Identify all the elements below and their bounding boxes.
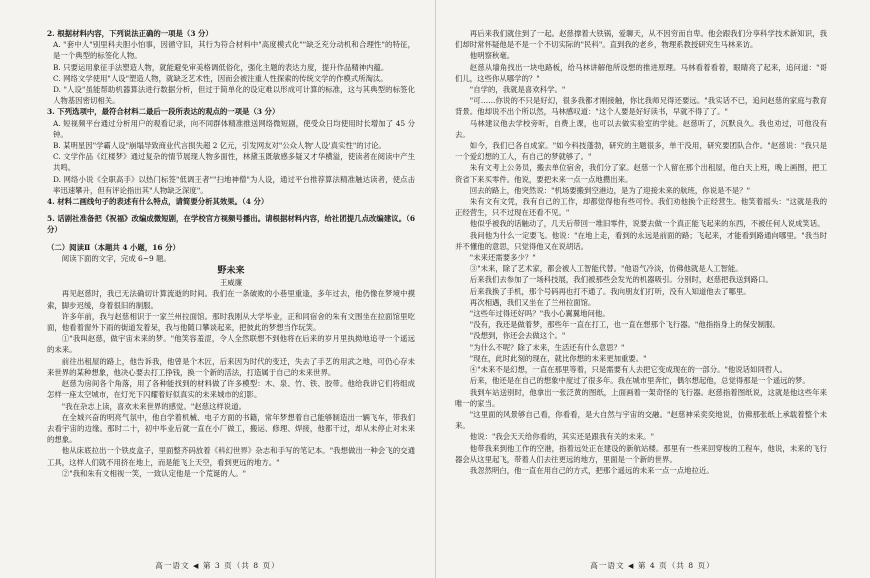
text-line: 4. 材料二画线句子的表述有什么特点，请简要分析其效果。（4 分） [47,197,269,207]
text-line: B. 只要运用象征手法塑造人物，就能避免审美格调低俗化，强化主题的表达力度，提升作品精神内蕴。 [53,62,389,72]
text-line: 后来，他还是在自己的想象中度过了很多年。我在城市里奔忙，偶尔想起他，总觉得那是一个遥远的梦。 [469,376,810,386]
right-footer-page: 第 4 页（共 8 页） [637,561,715,570]
text-line: "这里面的风景够自己看，你看看，是大自然与宇宙的交融。"赵慈神采奕奕地说，仿佛那张纸上承载着整个未来。 [455,409,827,431]
text-line: 后来我换了手机，那个号码再也打不通了。我向朋友们打听，没有人知道他去了哪里。 [469,286,751,296]
text-line: "为什么不呢？除了未来，生活还有什么意思？" [469,342,625,352]
text-line: D. 网络小说《全职高手》以热门标签"低调王者""扫地神僧"为人设，通过平台推荐算法精准触达读者，使点击率迅速攀升，但有评论指出其"人物缺乏深度"。 [53,174,415,195]
text-line: 朱有文有文凭，我有自己的工作，却都觉得他有些可怜。我们劝他换个正经营生。他笑着摇头："这就是我的正经营生，只不过现在还看不见。" [455,197,827,218]
text-line: A. "套中人"别里科夫胆小怕事，因循守旧，其行为符合材料中"高度模式化""缺乏充分动机和合理性"的特征，是一个典型的标签化人物。 [53,40,415,61]
text-line: 前往出租屋的路上，他告诉我，他曾是个木匠，后来因为时代的变迁，失去了手艺的用武之地，可仍心存未来世界的某种想象，他决心要去打工挣钱，换一个新的活法，打造属于自己的未来世界。 [47,356,415,377]
text-line: 他说："我会天天给你看的，其实还是跟我有关的未来。" [469,432,654,442]
text-line: 后来我们去参加了一场科技展，我们被那些会发光的机器吸引。分别时，赵慈把我送到路口。 [469,275,773,285]
text-line: 回去的路上，他突然说："机场要搬到空港边，是为了迎接未来的航班，你说是不是？" [469,185,751,195]
text-line: 赵慈为房间各个角落，用了各种能找到的材料做了许多模型：木、泉、竹、铁、胶带。他给我讲它们将组成怎样一座太空城市，在灯光下闪耀着好似真实的未来城市的幻影。 [47,379,415,400]
right-footer-label: 高一语文 [590,561,625,570]
text-line: 我问他为什么一定要飞。他说："在地上走，看到的永远是前面的路；飞起来，才能看到路通向哪里。"我当时并不懂他的意思，只觉得他又在说胡话。 [455,230,827,251]
text-line: "没想到，你还会去做这个。" [469,331,566,341]
text-line: 我到车站送别时，他拿出一张泛黄的图纸，上面画着一架奇怪的飞行器。赵慈指着图纸说，这就是他这些年来唯一的家当。 [455,387,827,408]
text-line: 5. 话剧社准备把《祝福》改编成微短剧，在学校官方视频号播出。请根据材料内容，给社团提几点改编建议。（6 分） [47,214,415,235]
text-line: "自学的，我就是喜欢科学。" [469,85,566,95]
right-footer [435,560,870,571]
triangle-icon: ◀ [628,562,635,570]
text-line: 他从床底拉出一个铁皮盒子，里面整齐码放着《科幻世界》杂志和手写的笔记本。"我想做出一种会飞的交通工具，这样人们就不用挤在地上，而是能飞上天空，看到更远的地方。" [47,446,415,467]
text-line: "这些年过得还好吗？"我小心翼翼地问他。 [469,309,610,319]
text-line: ①"我叫赵慈，做宇宙未来的梦。"他笑容羞涩，令人全然联想不到他将在后来的岁月里执拗地追寻一个遥远的未来。 [47,334,415,355]
left-footer-label: 高一语文 [155,561,190,570]
text-line: 野未来 [217,266,245,277]
text-line: "没有，我还是做着梦，那些年一直在打工，也一直在想那个飞行器。"他指指身上的保安制服。 [469,320,780,330]
text-line: "未来还需要多少？" [469,253,536,263]
text-line: 朱有文考上公务员，搬去单位宿舍，我们分了家。赵慈一个人留在那个出租屋，他白天上班，晚上画图，把工资省下来买零件。他说，要把未来一点一点地攒出来。 [455,163,827,184]
text-line: ④"未来不是幻想，一直在那里等着，只是需要有人去把它变成现在的一部分。"他说话如同哲人。 [469,365,788,375]
text-line: 阅读下面的文字，完成 6~9 题。 [61,253,171,263]
text-line: 马林建议他去学校旁听，自费上课，也可以去做实验室的学徒。赵慈听了，沉默良久。我也劝过，可他没有去。 [455,118,827,139]
text-line: 在全城兴奋的明亮气氛中，他自学着机械、电子方面的书籍，常年梦想着自己能够制造出一辆飞车，带我们去看宇宙的边缘。那时二十，初中毕业后就一直在小厂做工，搬运、修理、焊接，他都干过，却从未停止对未来的想象。 [47,412,415,445]
text-line: 我忽然明白，他一直在用自己的方式，把那个遥远的未来一点一点地拉近。 [469,465,714,475]
text-line: 许多年前，我与赵慈相识于一家兰州拉面馆。那时我刚从大学毕业，正和同宿舍的朱有文围坐在拉面馆里吃面，他看着窗外下雨的街道发着呆，我与他随口攀谈起来，把彼此的梦想当作玩笑。 [47,311,415,333]
triangle-icon: ◀ [193,562,200,570]
text-line: （二）阅读Ⅱ（本题共 4 小题，16 分） [47,242,180,252]
text-line: 他似乎被我的话触动了，几天后带回一堆旧零件，说要去做一个真正能飞起来的东西，不被任何人说成笑话。 [469,219,825,229]
text-line: C. 网络文学使用"人设"塑造人物，就缺乏艺术性，因而会被注重人性探索的传统文学的作模式所淘汰。 [53,73,388,83]
text-line: 如今，我们已各自成家。"如今科技蓬勃，研究的主题很多，单干没用，研究要团队合作。"赵慈说："我只是一个爱幻想的工人，有自己的梦就够了。" [455,141,827,162]
text-line: C. 文学作品《红楼梦》通过复杂的情节展现人物多面性，林黛玉既敏感多疑又才华横溢，使读者在阅读中产生共鸣。 [53,152,415,173]
text-line: 王威廉 [219,278,243,288]
text-line: ②"我和朱有文相视一笑，一致认定他是一个荒诞的人。" [61,468,246,478]
text-line: A. 短视频平台通过分析用户的观看记录，向不同群体精准推送网络微短剧，使受众日均使用时长增加了 45 分钟。 [53,118,415,139]
text-line: 3. 下列选项中，最符合材料二最后一段所表达的观点的一项是（3 分） [47,107,280,117]
text-line: ③"未来，除了艺术家，都会被人工智能代替。"他语气冷淡，仿佛他就是人工智能。 [469,264,743,274]
text-line: "现在，此时此刻的现在，就比你想的未来更加重要。" [469,353,647,363]
text-line: D. "人设"虽能帮助机器算法进行数据分析，但过于简单化的设定难以形成可计算的标准，这与其典型的标签化人物基因密切相关。 [53,85,415,106]
text-line: 他明察秋毫。 [469,51,515,61]
right-column [455,28,827,476]
text-line: 再后来我们就住到了一起。赵慈撑着大铁锅，爱聊天，从不因穷而自卑。他会跟我们分享科学技术新知识，我们却时常怀疑他是不是一个不切实际的"民科"。直到我的老乡，物理系教授研究生马林来访。 [455,29,827,50]
text-line: B. 某明星因"学霸人设"崩塌导致商业代言损失超 2 亿元，引发网友对"公众人物'人设'真实性"的讨论。 [53,141,386,151]
text-line: 再次相遇，我们又坐在了兰州拉面馆。 [469,297,596,307]
text-line: 再见赵慈时，我已无法确切计算流逝的时间。我们在一条破败的小巷里重逢，多年过去，他仍像在梦境中摸索，脚步迟缓，身着很旧的制服。 [47,289,415,310]
text-line: 他带我来到他工作的空港，指着远处正在建设的新航站楼。那里有一些来回穿梭的工程车，他说，未来的飞行器会从这里起飞，带着人们去往更远的地方，里面是一个新的世界。 [455,443,827,464]
left-footer [0,560,435,571]
text-line: 2. 根据材料内容，下列说法正确的一项是（3 分） [47,29,213,38]
text-line: "可……你说的不只是好幻，很多我都才刚接触，你比我师兄得还要远。"我实话不已，追问赵慈的家庭与教育背景。他却说不出个所以然，马林感叹道："这个人要是好好读书，早就不得了了。" [455,96,827,117]
left-footer-page: 第 3 页（共 8 页） [202,561,280,570]
left-column [47,28,415,479]
right-page [435,0,870,578]
text-line: 赵慈从墙角找出一块电路板，给马林讲解他所设想的推进原理。马林看着看着，眼睛亮了起来，追问道："哥们儿，这些你从哪学的？" [455,62,827,83]
text-line: "我在杂志上读，喜欢未来世界的感觉。"赵慈这样说道。 [61,401,246,411]
